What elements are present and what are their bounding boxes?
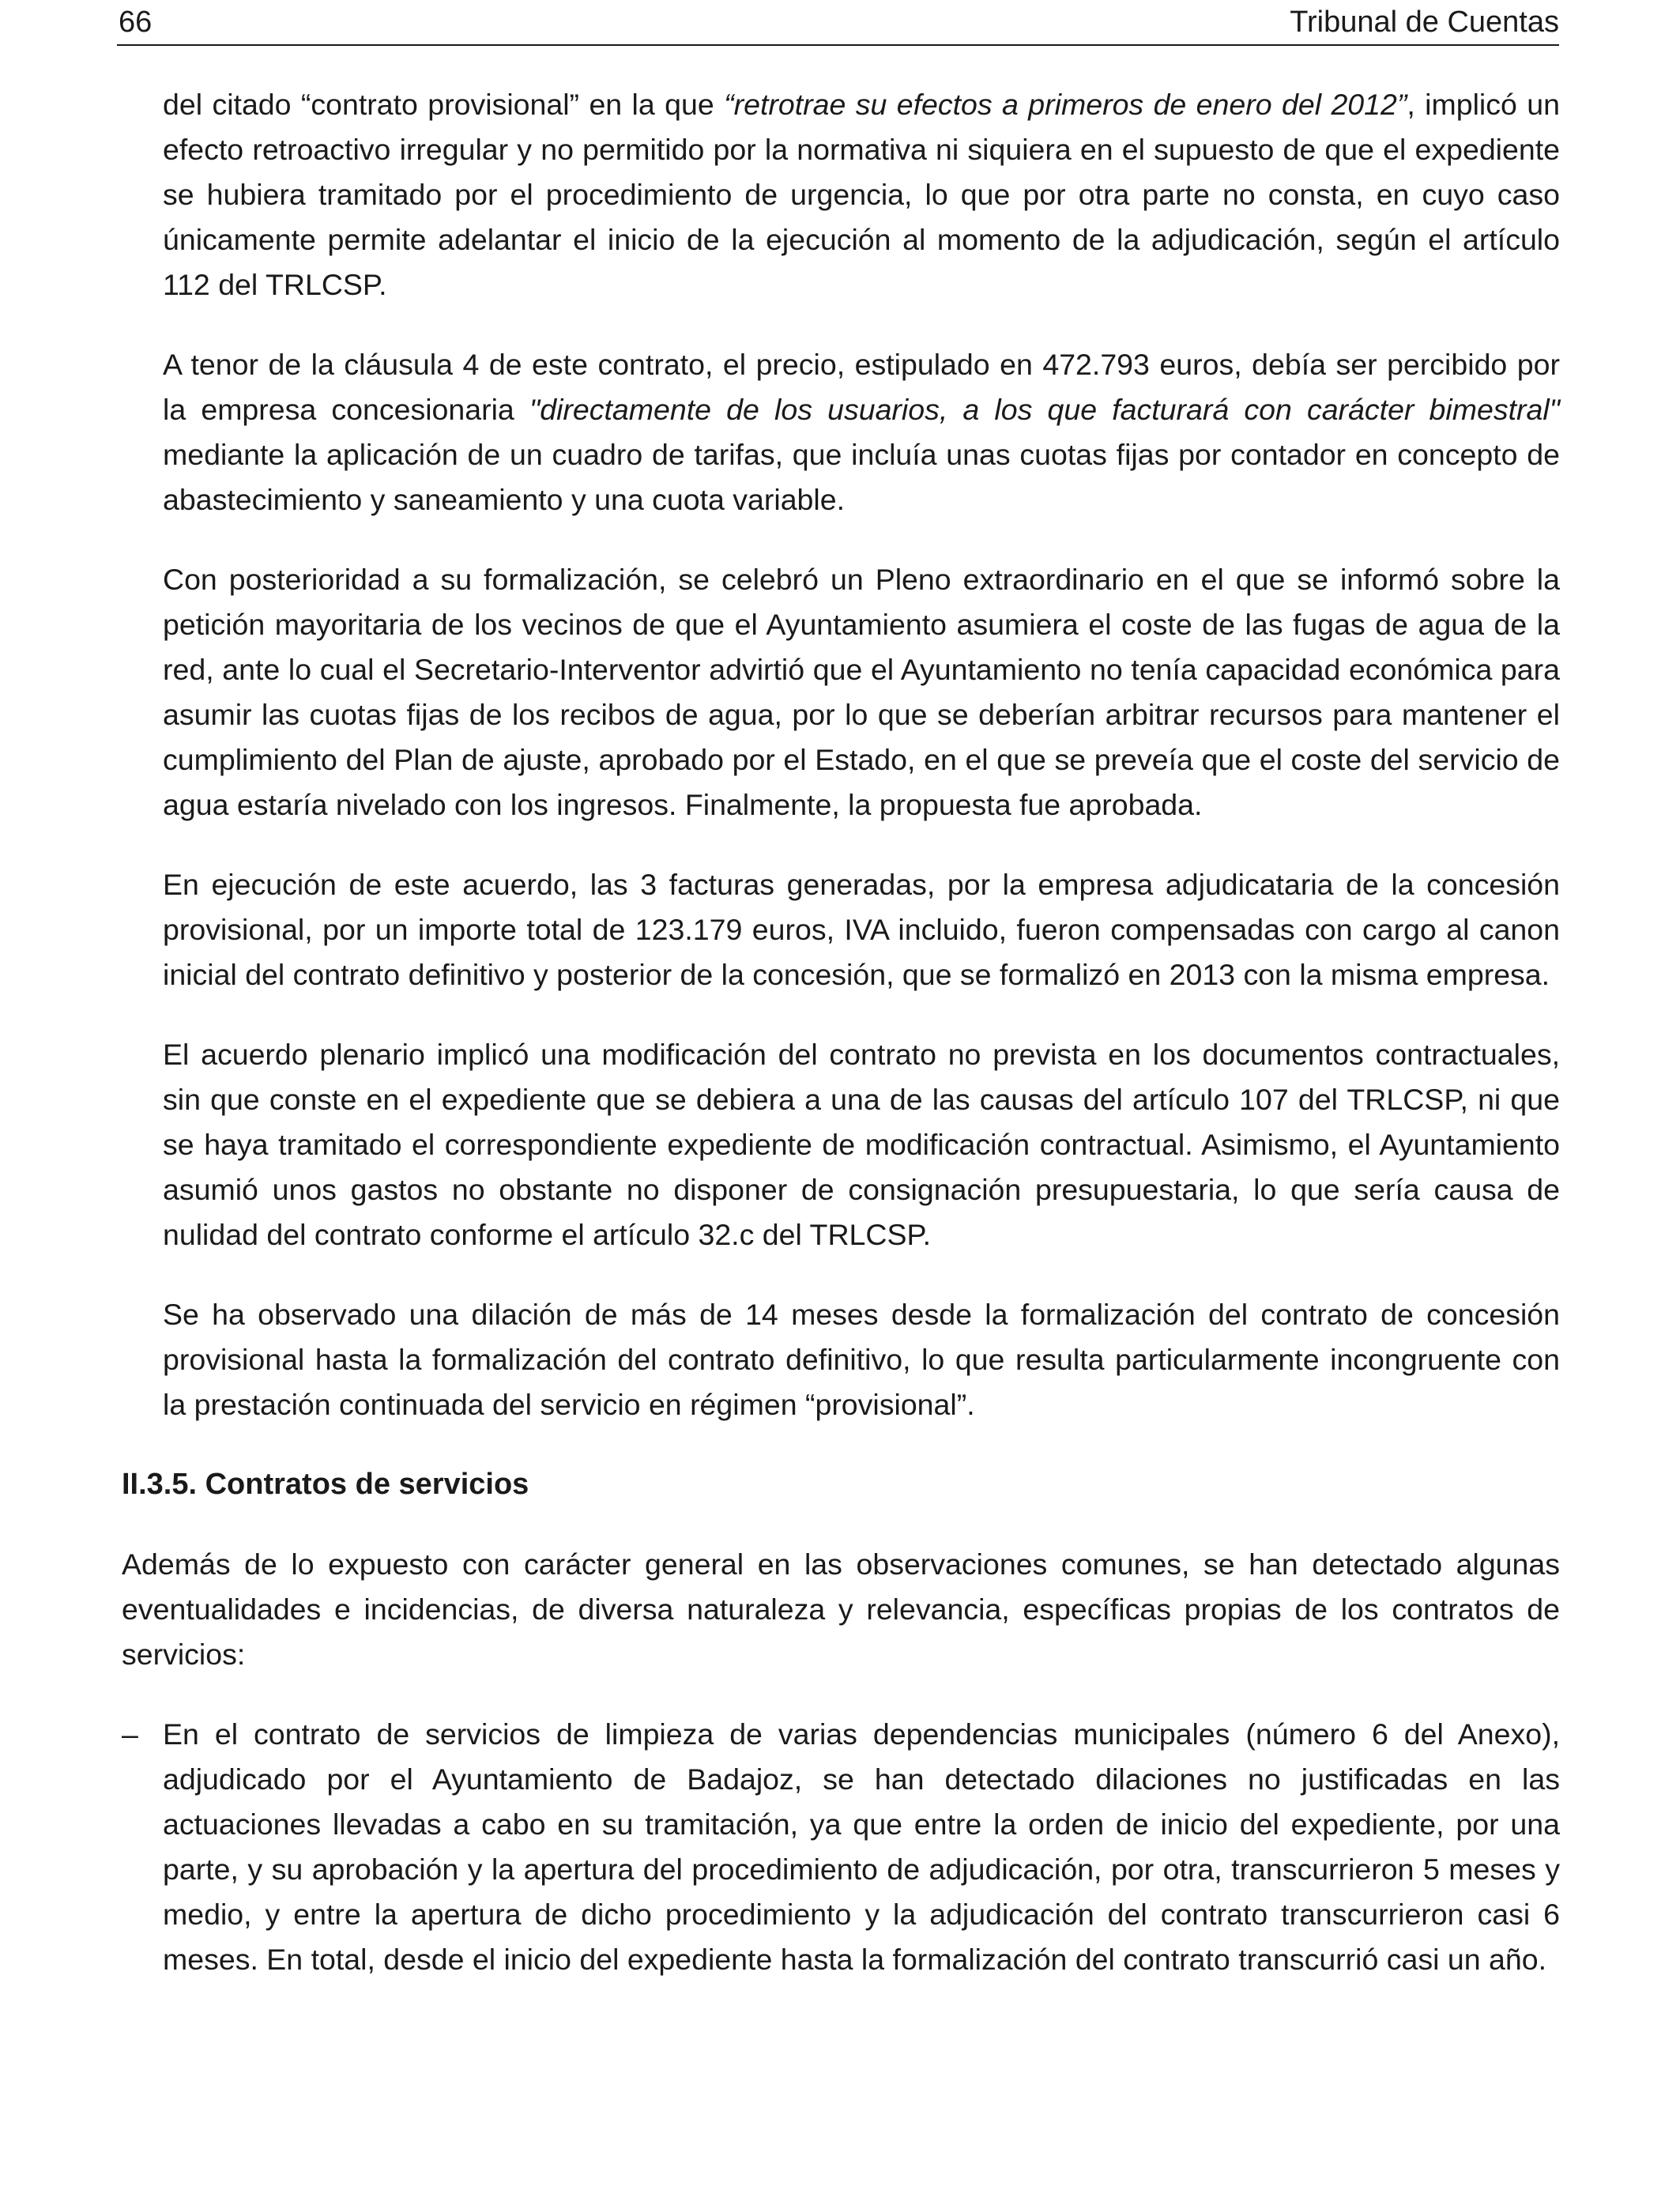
dash-bullet-icon: – — [122, 1717, 138, 1751]
paragraph-price-clause — [163, 342, 1560, 522]
running-title: Tribunal de Cuentas — [1290, 6, 1559, 39]
quoted-clause: "directamente de los usuarios, a los que facturará con carácter bimestral" — [529, 393, 1560, 426]
paragraph-text: mediante la aplicación de un cuadro de tarifas, que incluía unas cuotas fijas por contador en concepto de abastecimiento y saneamiento y una cuota variable. — [163, 438, 1560, 516]
document-body — [122, 82, 1560, 1982]
paragraph-extraordinary-plenary: Con posterioridad a su formalización, se celebró un Pleno extraordinario en el que se informó sobre la petición mayoritaria de los vecinos de que el Ayuntamiento asumiera el coste de las fugas de agua de la red, ante lo cual el Secretario-Interventor advirtió que el Ayuntamiento no tenía capacidad económica para asumir las cuotas fijas de los recibos de agua, por lo que se deberían arbitrar recursos para mantener el cumplimiento del Plan de ajuste, aprobado por el Estado, en el que se preveía que el coste del servicio de agua estaría nivelado con los ingresos. Finalmente, la propuesta fue aprobada. — [163, 563, 1560, 821]
quoted-clause: “retrotrae su efectos a primeros de enero del 2012” — [724, 88, 1407, 121]
paragraph-retroactive-effect — [163, 82, 1560, 307]
paragraph-text: A tenor de la cláusula 4 de este contrato, el precio, estipulado en 472.793 euros, debía ser percibido por la empresa concesionaria — [163, 348, 1560, 426]
page-number: 66 — [119, 6, 153, 39]
list-item-text: En el contrato de servicios de limpieza de varias dependencias municipales (número 6 del Anexo), adjudicado por el Ayuntamiento de Badajoz, se han detectado dilaciones no justificadas en las actuaciones llevadas a cabo en su tramitación, ya que entre la orden de inicio del expediente, por una parte, y su aprobación y la apertura del procedimiento de adjudicación, por otra, transcurrieron 5 meses y medio, y entre la apertura de dicho procedimiento y la adjudicación del contrato transcurrieron casi 6 meses. En total, desde el inicio del expediente hasta la formalización del contrato transcurrió casi un año. — [163, 1717, 1560, 1976]
paragraph-text: , implicó un efecto retroactivo irregular y no permitido por la normativa ni siquiera en el supuesto de que el expediente se hubiera tramitado por el procedimiento de urgencia, lo que por otra parte no consta, en cuyo caso únicamente permite adelantar el inicio de la ejecución al momento de la adjudicación, según el artículo 112 del TRLCSP. — [163, 88, 1560, 301]
section-intro: Además de lo expuesto con carácter general en las observaciones comunes, se han detectado algunas eventualidades e incidencias, de diversa naturaleza y relevancia, específicas propias de los contratos de servicios: — [122, 1547, 1560, 1671]
section-heading: II.3.5. Contratos de servicios — [122, 1468, 529, 1501]
paragraph-text: del citado “contrato provisional” en la que — [163, 88, 725, 121]
page-header — [117, 0, 1559, 46]
paragraph-contract-modification: El acuerdo plenario implicó una modificación del contrato no prevista en los documentos contractuales, sin que conste en el expediente que se debiera a una de las causas del artículo 107 del TRLCSP, ni que se haya tramitado el correspondiente expediente de modificación contractual. Asimismo, el Ayuntamiento asumió unos gastos no obstante no disponer de consignación presupuestaria, lo que sería causa de nulidad del contrato conforme el artículo 32.c del TRLCSP. — [163, 1038, 1560, 1251]
paragraph-delay-observed: Se ha observado una dilación de más de 14 meses desde la formalización del contrato de concesión provisional hasta la formalización del contrato definitivo, lo que resulta particularmente incongruente con la prestación continuada del servicio en régimen “provisional”. — [163, 1298, 1560, 1421]
paragraph-invoices-compensated: En ejecución de este acuerdo, las 3 facturas generadas, por la empresa adjudicataria de la concesión provisional, por un importe total de 123.179 euros, IVA incluido, fueron compensadas con cargo al canon inicial del contrato definitivo y posterior de la concesión, que se formalizó en 2013 con la misma empresa. — [163, 868, 1560, 991]
list-item — [122, 1712, 1560, 1982]
